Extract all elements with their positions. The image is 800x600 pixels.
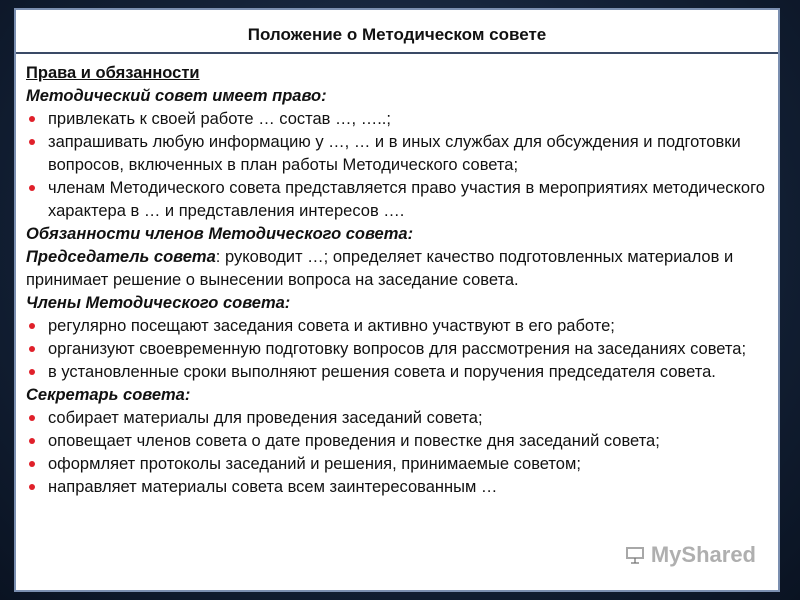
bullet-icon (29, 185, 35, 191)
secretary-heading: Секретарь совета: (26, 386, 191, 404)
rights-list (26, 108, 768, 223)
section-title: Права и обязанности (26, 64, 200, 82)
bullet-icon (29, 139, 35, 145)
list-item: регулярно посещают заседания совета и активно участвуют в его работе; (26, 315, 768, 338)
slide (14, 8, 780, 592)
list-item: организуют своевременную подготовку вопросов для рассмотрения на заседаниях совета; (26, 338, 768, 361)
slide-content (26, 62, 768, 499)
bullet-icon (29, 438, 35, 444)
title-divider (16, 52, 778, 54)
list-item: собирает материалы для проведения заседаний совета; (26, 407, 768, 430)
bullet-icon (29, 346, 35, 352)
members-heading: Члены Методического совета: (26, 294, 291, 312)
list-item: направляет материалы совета всем заинтересованным … (26, 476, 768, 499)
rights-heading: Методический совет имеет право: (26, 87, 327, 105)
duties-heading: Обязанности членов Методического совета: (26, 225, 414, 243)
list-item: привлекать к своей работе … состав …, …..; (26, 108, 768, 131)
bullet-icon (29, 415, 35, 421)
list-item: в установленные сроки выполняют решения совета и поручения председателя совета. (26, 361, 768, 384)
presentation-icon (625, 545, 645, 565)
list-item: оформляет протоколы заседаний и решения, принимаемые советом; (26, 453, 768, 476)
bullet-icon (29, 461, 35, 467)
bullet-icon (29, 116, 35, 122)
chair-paragraph (26, 246, 768, 292)
watermark-text: MyShared (650, 542, 756, 567)
list-item: оповещает членов совета о дате проведения и повестке дня заседаний совета; (26, 430, 768, 453)
members-list (26, 315, 768, 384)
bullet-icon (29, 484, 35, 490)
secretary-list (26, 407, 768, 499)
bullet-icon (29, 323, 35, 329)
chair-text: : руководит …; определяет качество подготовленных материалов и принимает решение о вынесении вопроса на заседание совета. (26, 248, 734, 289)
list-item: запрашивать любую информацию у …, … и в иных службах для обсуждения и подготовки вопросов, включенных в план работы Методического совета; (26, 131, 768, 177)
page-title: Положение о Методическом совете (247, 25, 547, 44)
chair-lead: Председатель совета (26, 248, 216, 266)
bullet-icon (29, 369, 35, 375)
list-item: членам Методического совета представляется право участия в мероприятиях методического характера в … и представления интересов …. (26, 177, 768, 223)
watermark (625, 542, 756, 568)
